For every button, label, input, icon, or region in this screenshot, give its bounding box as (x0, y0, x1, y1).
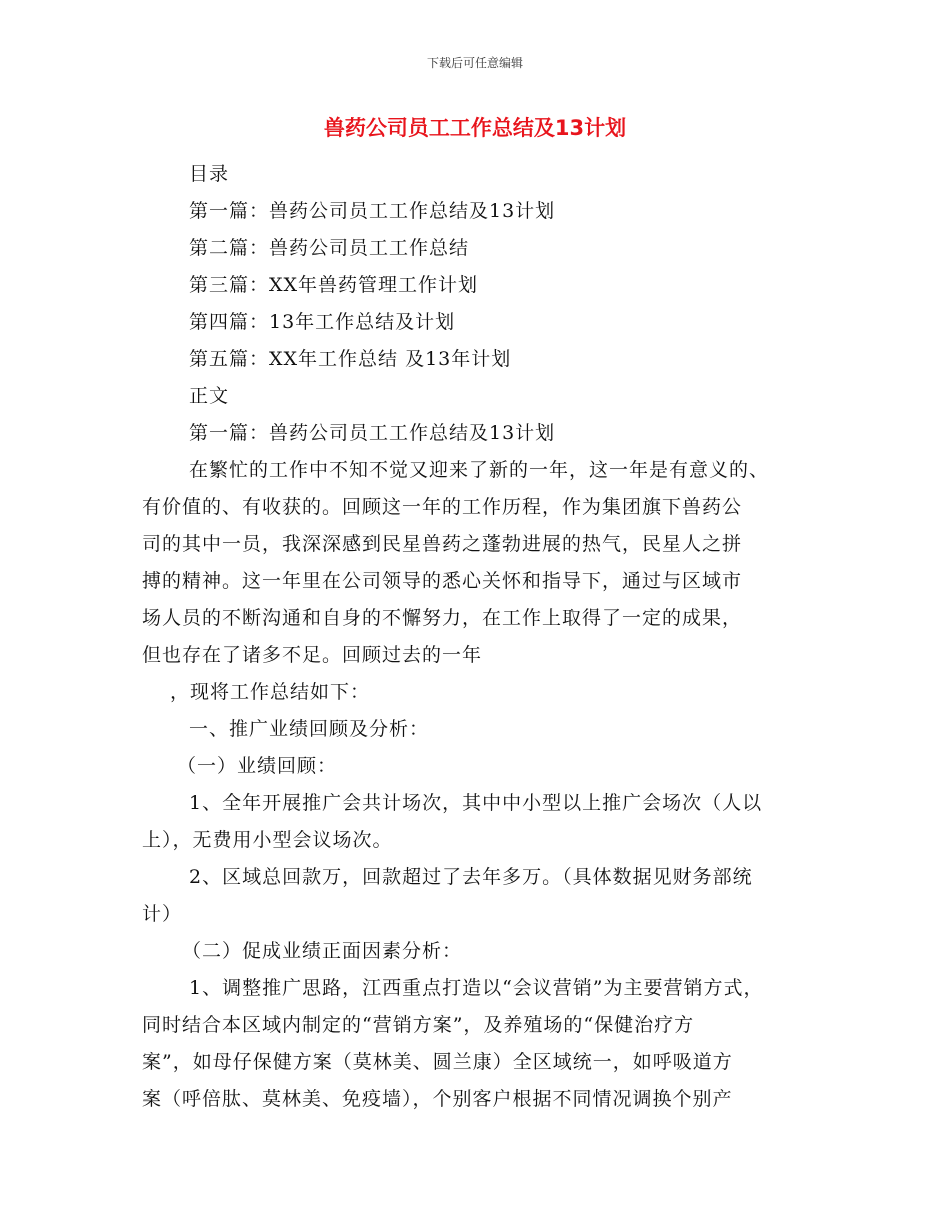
document-body (142, 156, 822, 1118)
paragraph-line: 案（呼倍肽、莫林美、免疫墙），个别客户根据不同情况调换个别产 (142, 1088, 733, 1110)
paragraph-line: 案”，如母仔保健方案（莫林美、圆兰康）全区域统一，如呼吸道方 (142, 1051, 733, 1073)
paragraph-line: 有价值的、有收获的。回顾这一年的工作历程，作为集团旗下兽药公 (142, 496, 743, 518)
paragraph-line: ，现将工作总结如下： (170, 681, 371, 703)
toc-item-2: 第二篇：兽药公司员工工作总结 (189, 237, 470, 259)
paragraph-line: 在繁忙的工作中不知不觉又迎来了新的一年，这一年是有意义的、 (189, 459, 770, 481)
toc-item-3: 第三篇：XX年兽药管理工作计划 (189, 274, 479, 296)
toc-item-1: 第一篇：兽药公司员工工作总结及13计划 (189, 200, 556, 222)
toc-item-5: 第五篇：XX年工作总结 及13年计划 (189, 348, 512, 370)
section-heading: 第一篇：兽药公司员工工作总结及13计划 (189, 422, 556, 444)
paragraph-line: 搏的精神。这一年里在公司领导的悉心关怀和指导下，通过与区域市 (142, 570, 743, 592)
toc-heading: 目录 (189, 163, 230, 185)
subsection-heading: 一、推广业绩回顾及分析： (189, 718, 430, 740)
paragraph-line: 司的其中一员，我深深感到民星兽药之蓬勃进展的热气，民星人之拼 (142, 533, 743, 555)
page-header: 下载后可任意编辑 (426, 56, 523, 70)
subsection-heading: （一）业绩回顾： (177, 755, 338, 777)
paragraph-line: 同时结合本区域内制定的“营销方案”，及养殖场的“保健治疗方 (142, 1014, 695, 1036)
paragraph-line: 场人员的不断沟通和自身的不懈努力，在工作上取得了一定的成果， (142, 607, 743, 629)
document-title: 兽药公司员工工作总结及13计划 (323, 116, 627, 140)
subsection-heading: （二）促成业绩正面因素分析： (182, 940, 463, 962)
paragraph-line: 上），无费用小型会议场次。 (142, 829, 393, 851)
paragraph-line: 计） (142, 903, 183, 925)
toc-item-4: 第四篇：13年工作总结及计划 (189, 311, 456, 333)
paragraph-line: 2、区域总回款万，回款超过了去年多万。（具体数据见财务部统 (189, 866, 753, 888)
paragraph-line: 但也存在了诸多不足。回顾过去的一年 (142, 644, 483, 666)
paragraph-line: 1、全年开展推广会共计场次，其中中小型以上推广会场次（人以 (189, 792, 763, 814)
body-heading: 正文 (189, 385, 230, 407)
paragraph-line: 1、调整推广思路，江西重点打造以“会议营销”为主要营销方式， (189, 977, 764, 999)
